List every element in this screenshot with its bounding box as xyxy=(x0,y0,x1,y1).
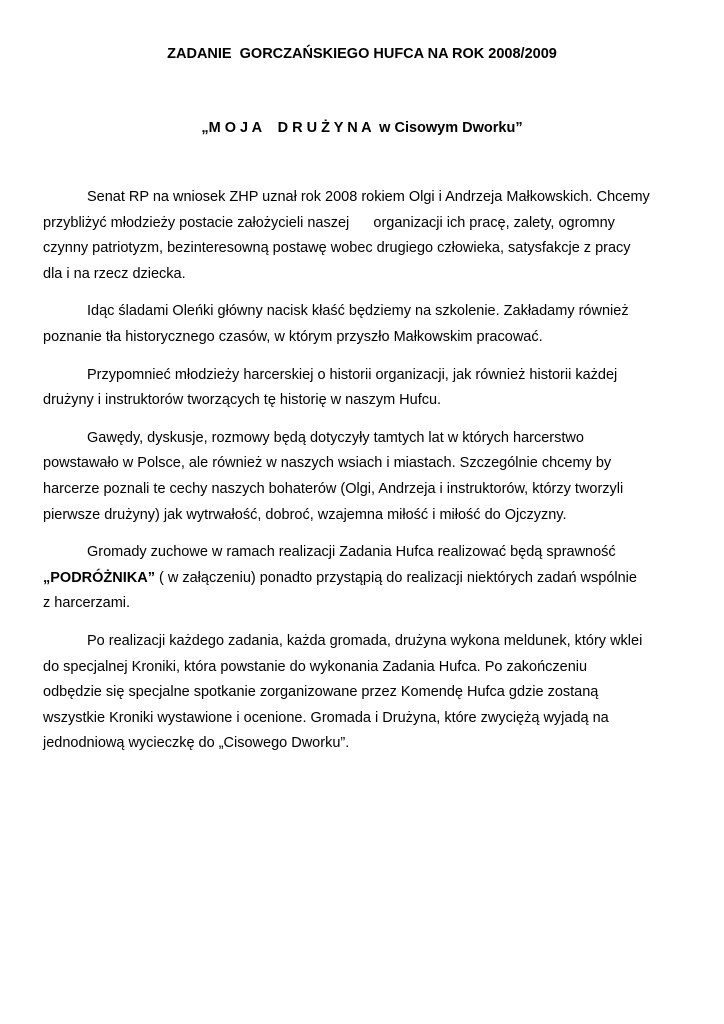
paragraph-2 xyxy=(43,299,683,350)
paragraph-line: z harcerzami. xyxy=(43,595,131,612)
paragraph-line: harcerze poznali te cechy naszych bohaterów (Olgi, Andrzeja i instruktorów, którzy tworzyli xyxy=(43,480,624,497)
paragraph-4 xyxy=(43,426,683,528)
paragraph-1 xyxy=(43,185,683,287)
paragraph-6 xyxy=(43,629,683,757)
paragraph-line: odbędzie się specjalne spotkanie zorganizowane przez Komendę Hufca gdzie zostaną xyxy=(43,684,599,701)
paragraph-line: przybliżyć młodzieży postacie założycieli naszej organizacji ich pracę, zalety, ogromny xyxy=(43,214,615,231)
paragraph-line-rest: ( w załączeniu) ponadto przystąpią do realizacji niektórych zadań wspólnie xyxy=(154,569,637,586)
paragraph-line: pierwsze drużyny) jak wytrwałość, dobroć, wzajemna miłość i miłość do Ojczyzny. xyxy=(43,506,567,523)
paragraph-line: do specjalnej Kroniki, która powstanie do wykonania Zadania Hufca. Po zakończeniu xyxy=(43,658,588,675)
paragraph-line: powstawało w Polsce, ale również w naszych wsiach i miastach. Szczególnie chcemy by xyxy=(43,455,612,472)
paragraph-line: Senat RP na wniosek ZHP uznał rok 2008 rokiem Olgi i Andrzeja Małkowskich. Chcemy xyxy=(87,189,650,205)
document-title: ZADANIE GORCZAŃSKIEGO HUFCA NA ROK 2008/2009 xyxy=(167,46,557,62)
podroznika-badge-name: „PODRÓŻNIKA” xyxy=(43,569,155,586)
paragraph-line xyxy=(43,566,683,592)
paragraph-line: Idąc śladami Oleńki główny nacisk kłaść będziemy na szkolenie. Zakładamy również xyxy=(87,303,629,320)
document-subtitle: „M O J A D R U Ż Y N A w Cisowym Dworku” xyxy=(201,120,523,136)
paragraph-3 xyxy=(43,363,683,414)
paragraph-line: poznanie tła historycznego czasów, w którym przyszło Małkowskim pracować. xyxy=(43,328,543,345)
paragraph-line: wszystkie Kroniki wystawione i ocenione. Gromada i Drużyna, które zwyciężą wyjadą na xyxy=(43,709,609,726)
document-body xyxy=(43,185,683,769)
paragraph-line: jednodniową wycieczkę do „Cisowego Dworku”. xyxy=(43,735,350,752)
paragraph-line: Przypomnieć młodzieży harcerskiej o historii organizacji, jak również historii każdej xyxy=(87,366,618,383)
paragraph-line: Gawędy, dyskusje, rozmowy będą dotyczyły tamtych lat w których harcerstwo xyxy=(87,429,584,446)
paragraph-line: dla i na rzecz dziecka. xyxy=(43,265,186,282)
paragraph-line: Po realizacji każdego zadania, każda gromada, drużyna wykona meldunek, który wklei xyxy=(87,632,643,649)
paragraph-5 xyxy=(43,540,683,617)
paragraph-line: Gromady zuchowe w ramach realizacji Zadania Hufca realizować będą sprawność xyxy=(87,544,616,561)
paragraph-line: drużyny i instruktorów tworzących tę historię w naszym Hufcu. xyxy=(43,392,442,409)
paragraph-line: czynny patriotyzm, bezinteresowną postawę wobec drugiego człowieka, satysfakcje z pracy xyxy=(43,240,631,257)
